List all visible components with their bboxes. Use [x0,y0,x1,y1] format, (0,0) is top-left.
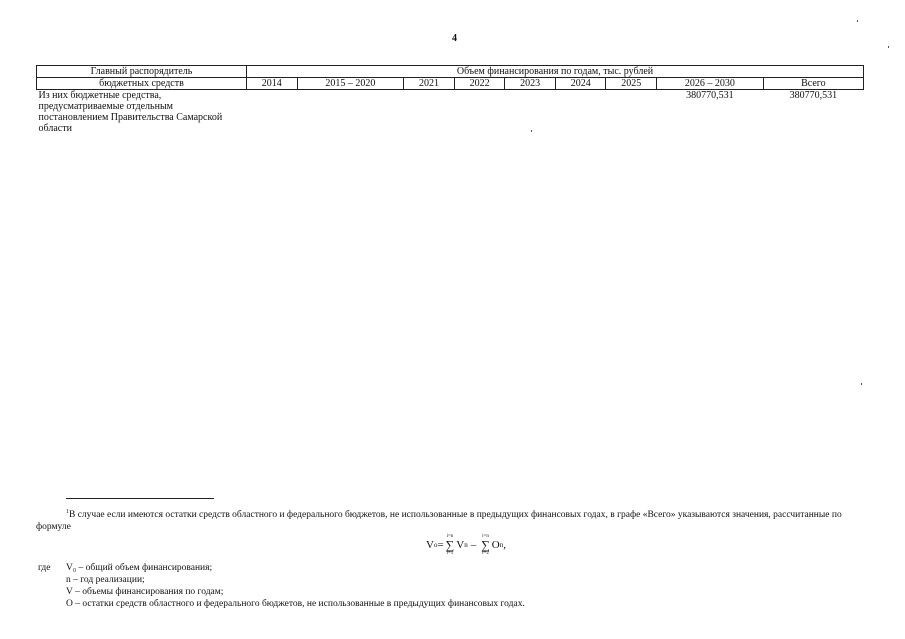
column-header: 2024 [555,78,606,90]
scan-speck [861,383,862,385]
table-cell: 380770,531 [789,90,838,101]
legend-item: n – год реализации; [66,575,145,585]
legend-row [38,574,525,586]
header-distributor-line1: Главный распорядитель [37,66,247,78]
column-header: 2023 [505,78,556,90]
legend-item: V₀ – общий объем финансирования; [66,563,213,573]
formula-term: O [491,539,500,551]
scan-speck [857,20,858,22]
sum-upper-limit: i=n [446,534,454,539]
formula-tail: , [503,539,506,551]
sigma-icon: ∑ [481,538,490,552]
legend-item: V – объемы финансирования по годам; [66,587,224,597]
sum-lower-limit: i=1 [446,551,454,556]
table-cell [606,90,657,135]
sum-symbol [481,534,490,556]
table-cell [247,90,298,135]
legend-row [38,586,525,598]
legend-item: O – остатки средств областного и федерального бюджетов, не использованные в предыдущих финансовых годах. [66,599,525,609]
table-cell [297,90,404,135]
footnote-divider [66,498,214,499]
column-header: 2014 [247,78,298,90]
row-label: Из них бюджетные средства, предусматриваемые отдельным постановлением Правительства Самарской области [38,90,223,134]
financing-table [36,65,864,134]
footnote-marker: 1 [66,509,69,515]
legend-row [38,598,525,610]
table-cell [555,90,606,135]
formula-lhs-sub: o [433,541,438,549]
legend-row [38,562,525,574]
table-subheader-row [37,78,864,90]
table-cell [505,90,556,135]
header-financing-group: Объем финансирования по годам, тыс. рублей [247,66,864,78]
sum-upper-limit: i=n [482,534,489,539]
column-header: Всего [763,78,863,90]
column-header: 2026 – 2030 [657,78,764,90]
header-distributor-line2: бюджетных средств [37,78,247,90]
formula-minus: – [470,539,477,551]
scan-speck [888,46,889,48]
table-cell [404,90,455,135]
table-header-row [37,66,864,78]
formula-eq: = [437,539,444,551]
table-cell: 380770,531 [686,90,734,101]
formula-lhs: V [426,539,434,551]
column-header: 2022 [454,78,505,90]
table-cell [454,90,505,135]
table-row [37,90,864,135]
page-number: 4 [452,33,457,44]
sum-lower-limit: i=2 [482,551,489,556]
legend-lead: где [38,563,51,573]
sigma-icon: ∑ [445,538,455,552]
column-header: 2025 [606,78,657,90]
formula [426,530,506,560]
footnote-text: В случае если имеются остатки средств областного и федерального бюджетов, не использованные в предыдущих финансовых годах, в графе «Всего» указываются значения, рассчитанные по формуле [36,510,842,533]
scan-speck [531,130,532,132]
formula-legend [38,562,525,610]
column-header: 2015 – 2020 [297,78,404,90]
formula-term-sub: n [464,541,468,549]
column-header: 2021 [404,78,455,90]
sum-symbol [446,534,455,556]
formula-term-sub: n [499,541,504,549]
formula-term: V [456,539,465,551]
